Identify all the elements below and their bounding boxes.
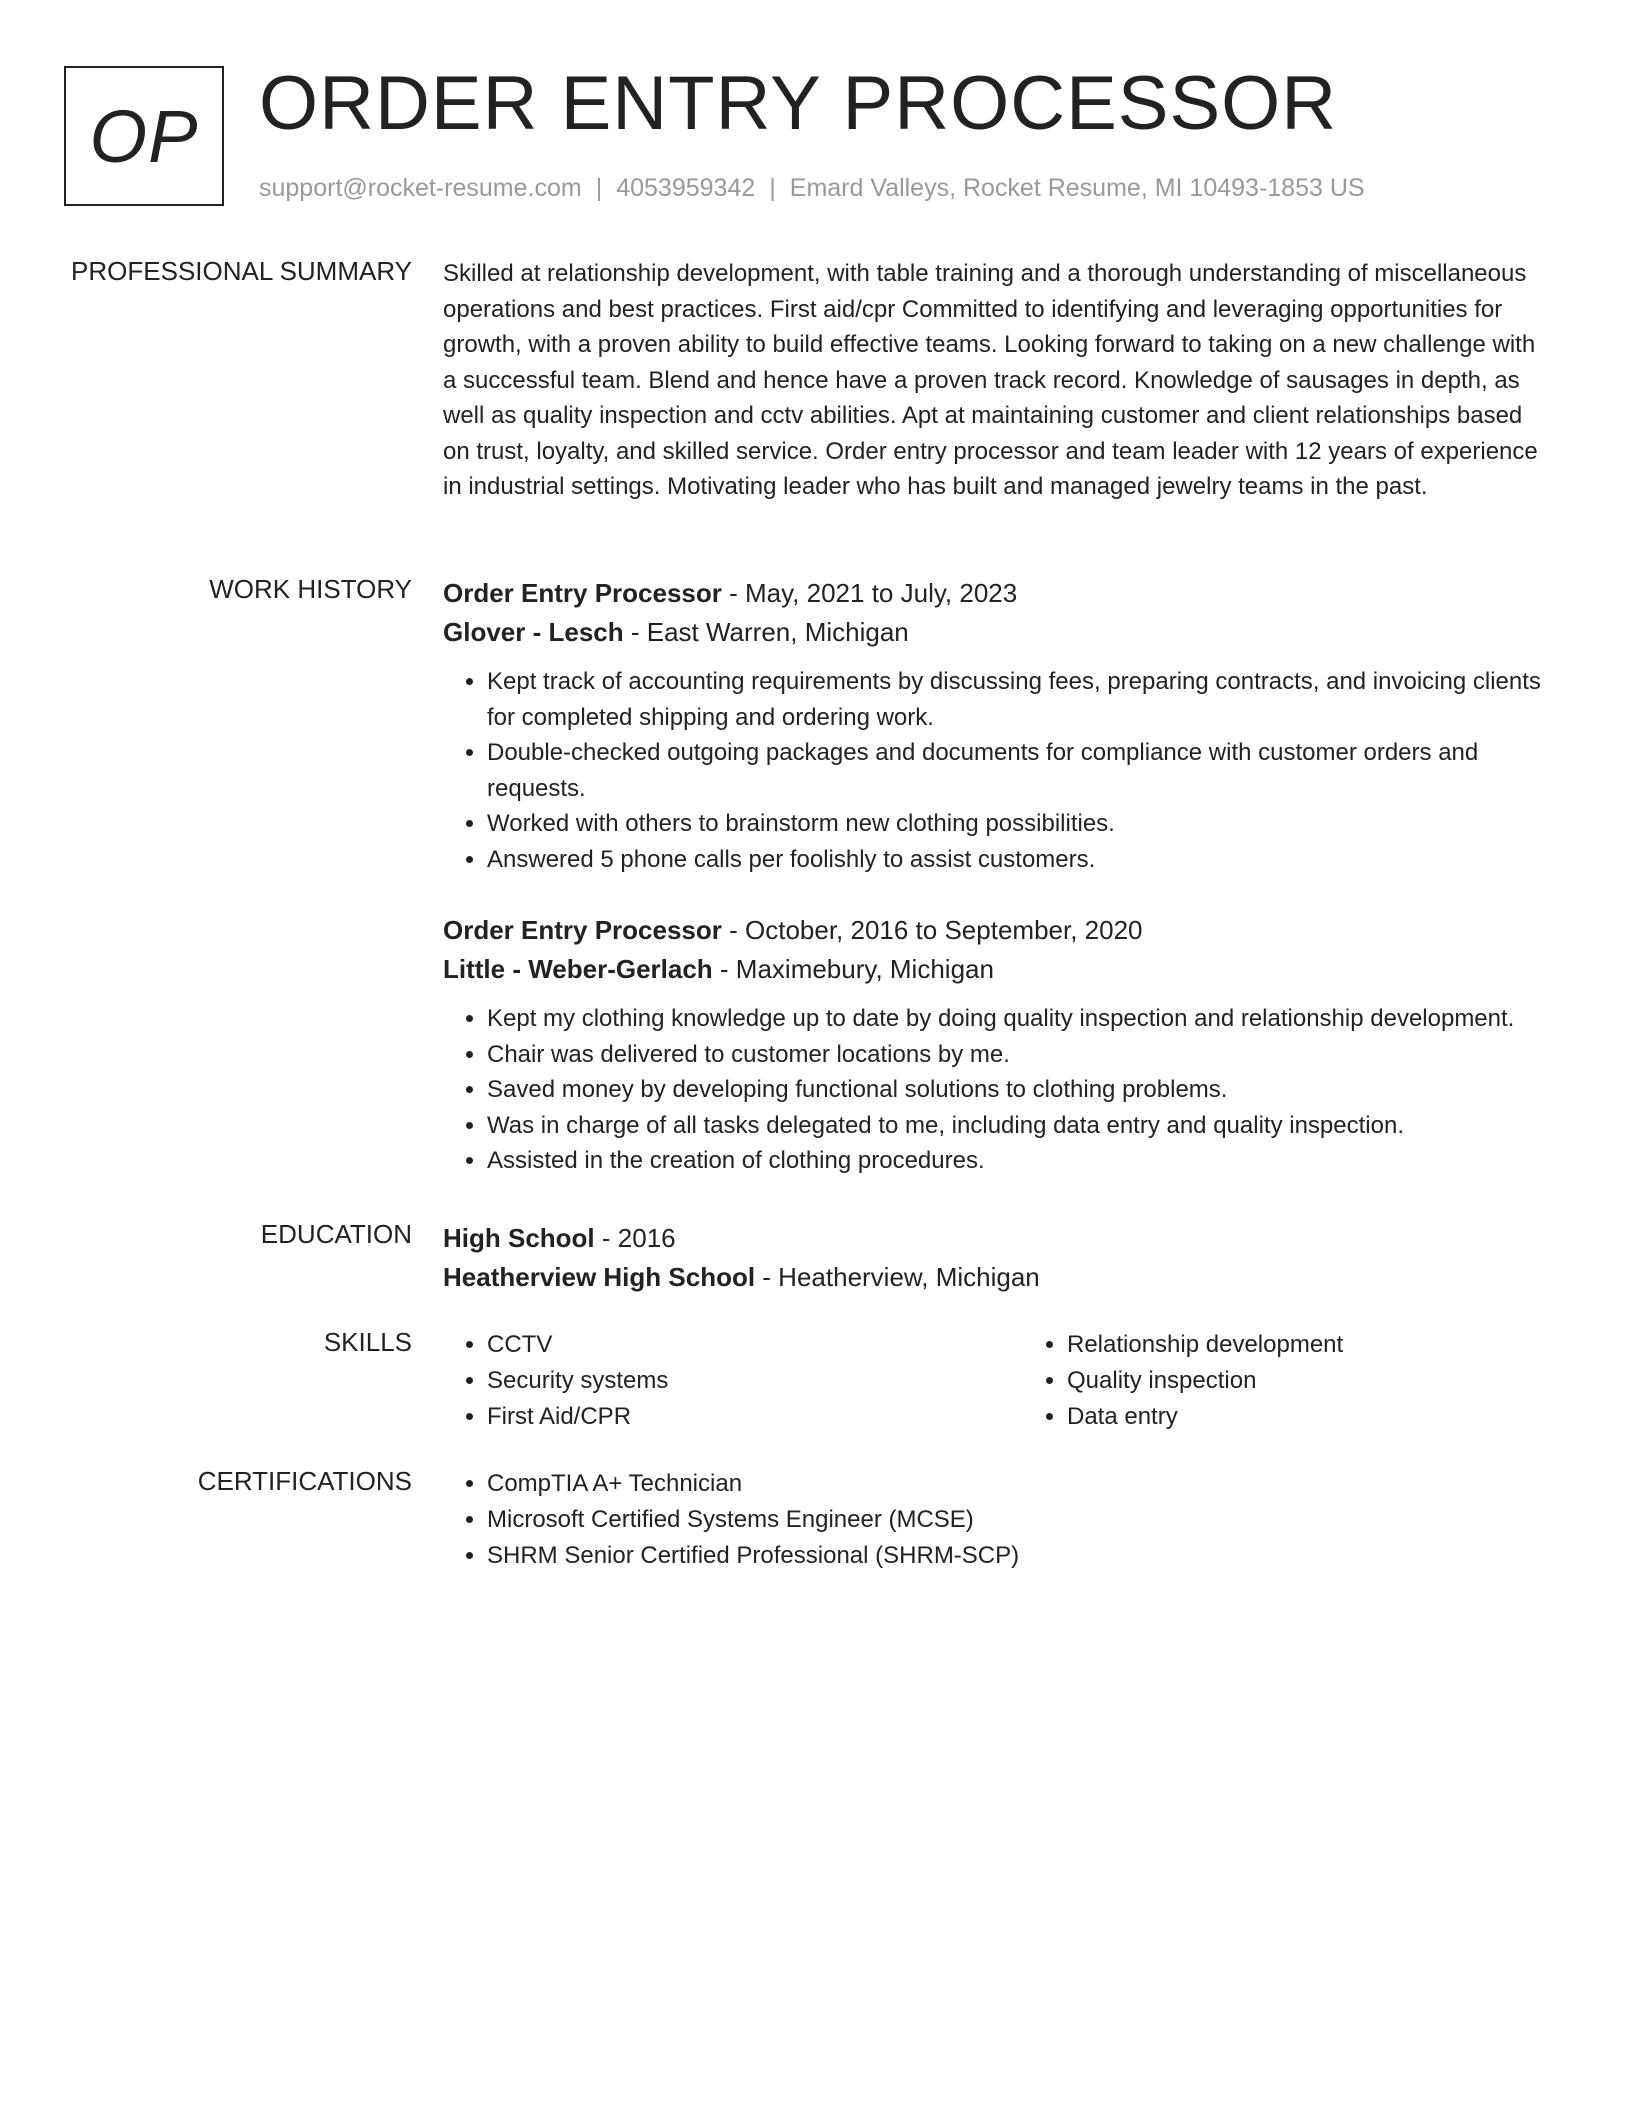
education-heading: EDUCATION [260,1219,412,1249]
list-item: • Answered 5 phone calls per foolishly to assist customers. [487,842,1555,878]
job-company-line [443,950,1555,989]
education-degree: High School [443,1223,595,1253]
skills-column-right [1023,1327,1555,1435]
skills-heading: SKILLS [323,1327,412,1357]
certifications-list [443,1466,1555,1574]
page-title: ORDER ENTRY PROCESSOR [259,61,1338,146]
job-title-line [443,911,1555,950]
skills-body [443,1327,1555,1435]
contact-line [259,174,1365,203]
job-company: Glover - Lesch [443,617,624,647]
list-item: • Kept my clothing knowledge up to date by doing quality inspection and relationship development. [487,1001,1555,1037]
list-item: • Chair was delivered to customer locations by me. [487,1037,1555,1073]
education-year: - 2016 [594,1223,676,1253]
job-dates: - May, 2021 to July, 2023 [721,578,1018,608]
contact-separator: | [769,174,776,202]
contact-separator: | [595,174,603,202]
list-item: • CompTIA A+ Technician [487,1466,1555,1502]
resume-header [64,61,1564,210]
list-item: • Worked with others to brainstorm new clothing possibilities. [487,806,1555,842]
job-bullets [443,1001,1555,1179]
job-entry [443,574,1555,877]
work-history-heading: WORK HISTORY [209,574,412,604]
contact-phone: 4053959342 [616,174,756,202]
education-location: - Heatherview, Michigan [755,1262,1040,1292]
job-location: - East Warren, Michigan [623,617,909,647]
list-item: • SHRM Senior Certified Professional (SHRM-SCP) [487,1538,1555,1574]
list-item: • First Aid/CPR [487,1399,975,1435]
job-entry [443,911,1555,1179]
list-item: • Saved money by developing functional solutions to clothing problems. [487,1072,1555,1108]
certifications-body [443,1466,1555,1574]
job-title-line [443,574,1555,613]
summary-body [443,256,1555,505]
contact-email: support@rocket-resume.com [259,174,582,202]
list-item: • Data entry [1067,1399,1555,1435]
list-item: • Relationship development [1067,1327,1555,1363]
list-item: • Security systems [487,1363,975,1399]
job-company-line [443,613,1555,652]
certifications-heading: CERTIFICATIONS [197,1466,412,1496]
education-body [443,1219,1555,1297]
list-item: • Assisted in the creation of clothing procedures. [487,1143,1555,1179]
work-history-body [443,574,1555,1179]
list-item: • Microsoft Certified Systems Engineer (MCSE) [487,1502,1555,1538]
skills-column-left [443,1327,975,1435]
education-school: Heatherview High School [443,1262,756,1292]
education-school-line [443,1258,1555,1297]
summary-text: Skilled at relationship development, with table training and a thorough understanding of miscellaneous operations and best practices. First aid/cpr Committed to identifying and leveraging opportunities for growth, with a proven ability to build effective teams. Looking forward to taking on a new challenge with a successful team. Blend and hence have a proven track record. Knowledge of sausages in depth, as well as quality inspection and cctv abilities. Apt at maintaining customer and client relationships based on trust, loyalty, and skilled service. Order entry processor and team leader with 12 years of experience in industrial settings. Motivating leader who has built and managed jewelry teams in the past. [443,260,1538,500]
contact-address: Emard Valleys, Rocket Resume, MI 10493-1853 US [789,174,1365,202]
job-dates: - October, 2016 to September, 2020 [721,915,1143,945]
list-item: • CCTV [487,1327,975,1363]
job-company: Little - Weber-Gerlach [443,954,713,984]
list-item: • Quality inspection [1067,1363,1555,1399]
list-item: • Kept track of accounting requirements by discussing fees, preparing contracts, and invoicing clients for completed shipping and ordering work. [487,664,1555,735]
job-bullets [443,664,1555,877]
job-location: - Maximebury, Michigan [712,954,994,984]
education-degree-line [443,1219,1555,1258]
skills-grid [443,1327,1555,1435]
list-item: • Was in charge of all tasks delegated to me, including data entry and quality inspection. [487,1108,1555,1144]
job-title: Order Entry Processor [443,915,722,945]
summary-heading: PROFESSIONAL SUMMARY [71,256,412,286]
monogram-badge: OP [64,66,224,206]
job-title: Order Entry Processor [443,578,722,608]
list-item: • Double-checked outgoing packages and documents for compliance with customer orders and requests. [487,735,1555,806]
